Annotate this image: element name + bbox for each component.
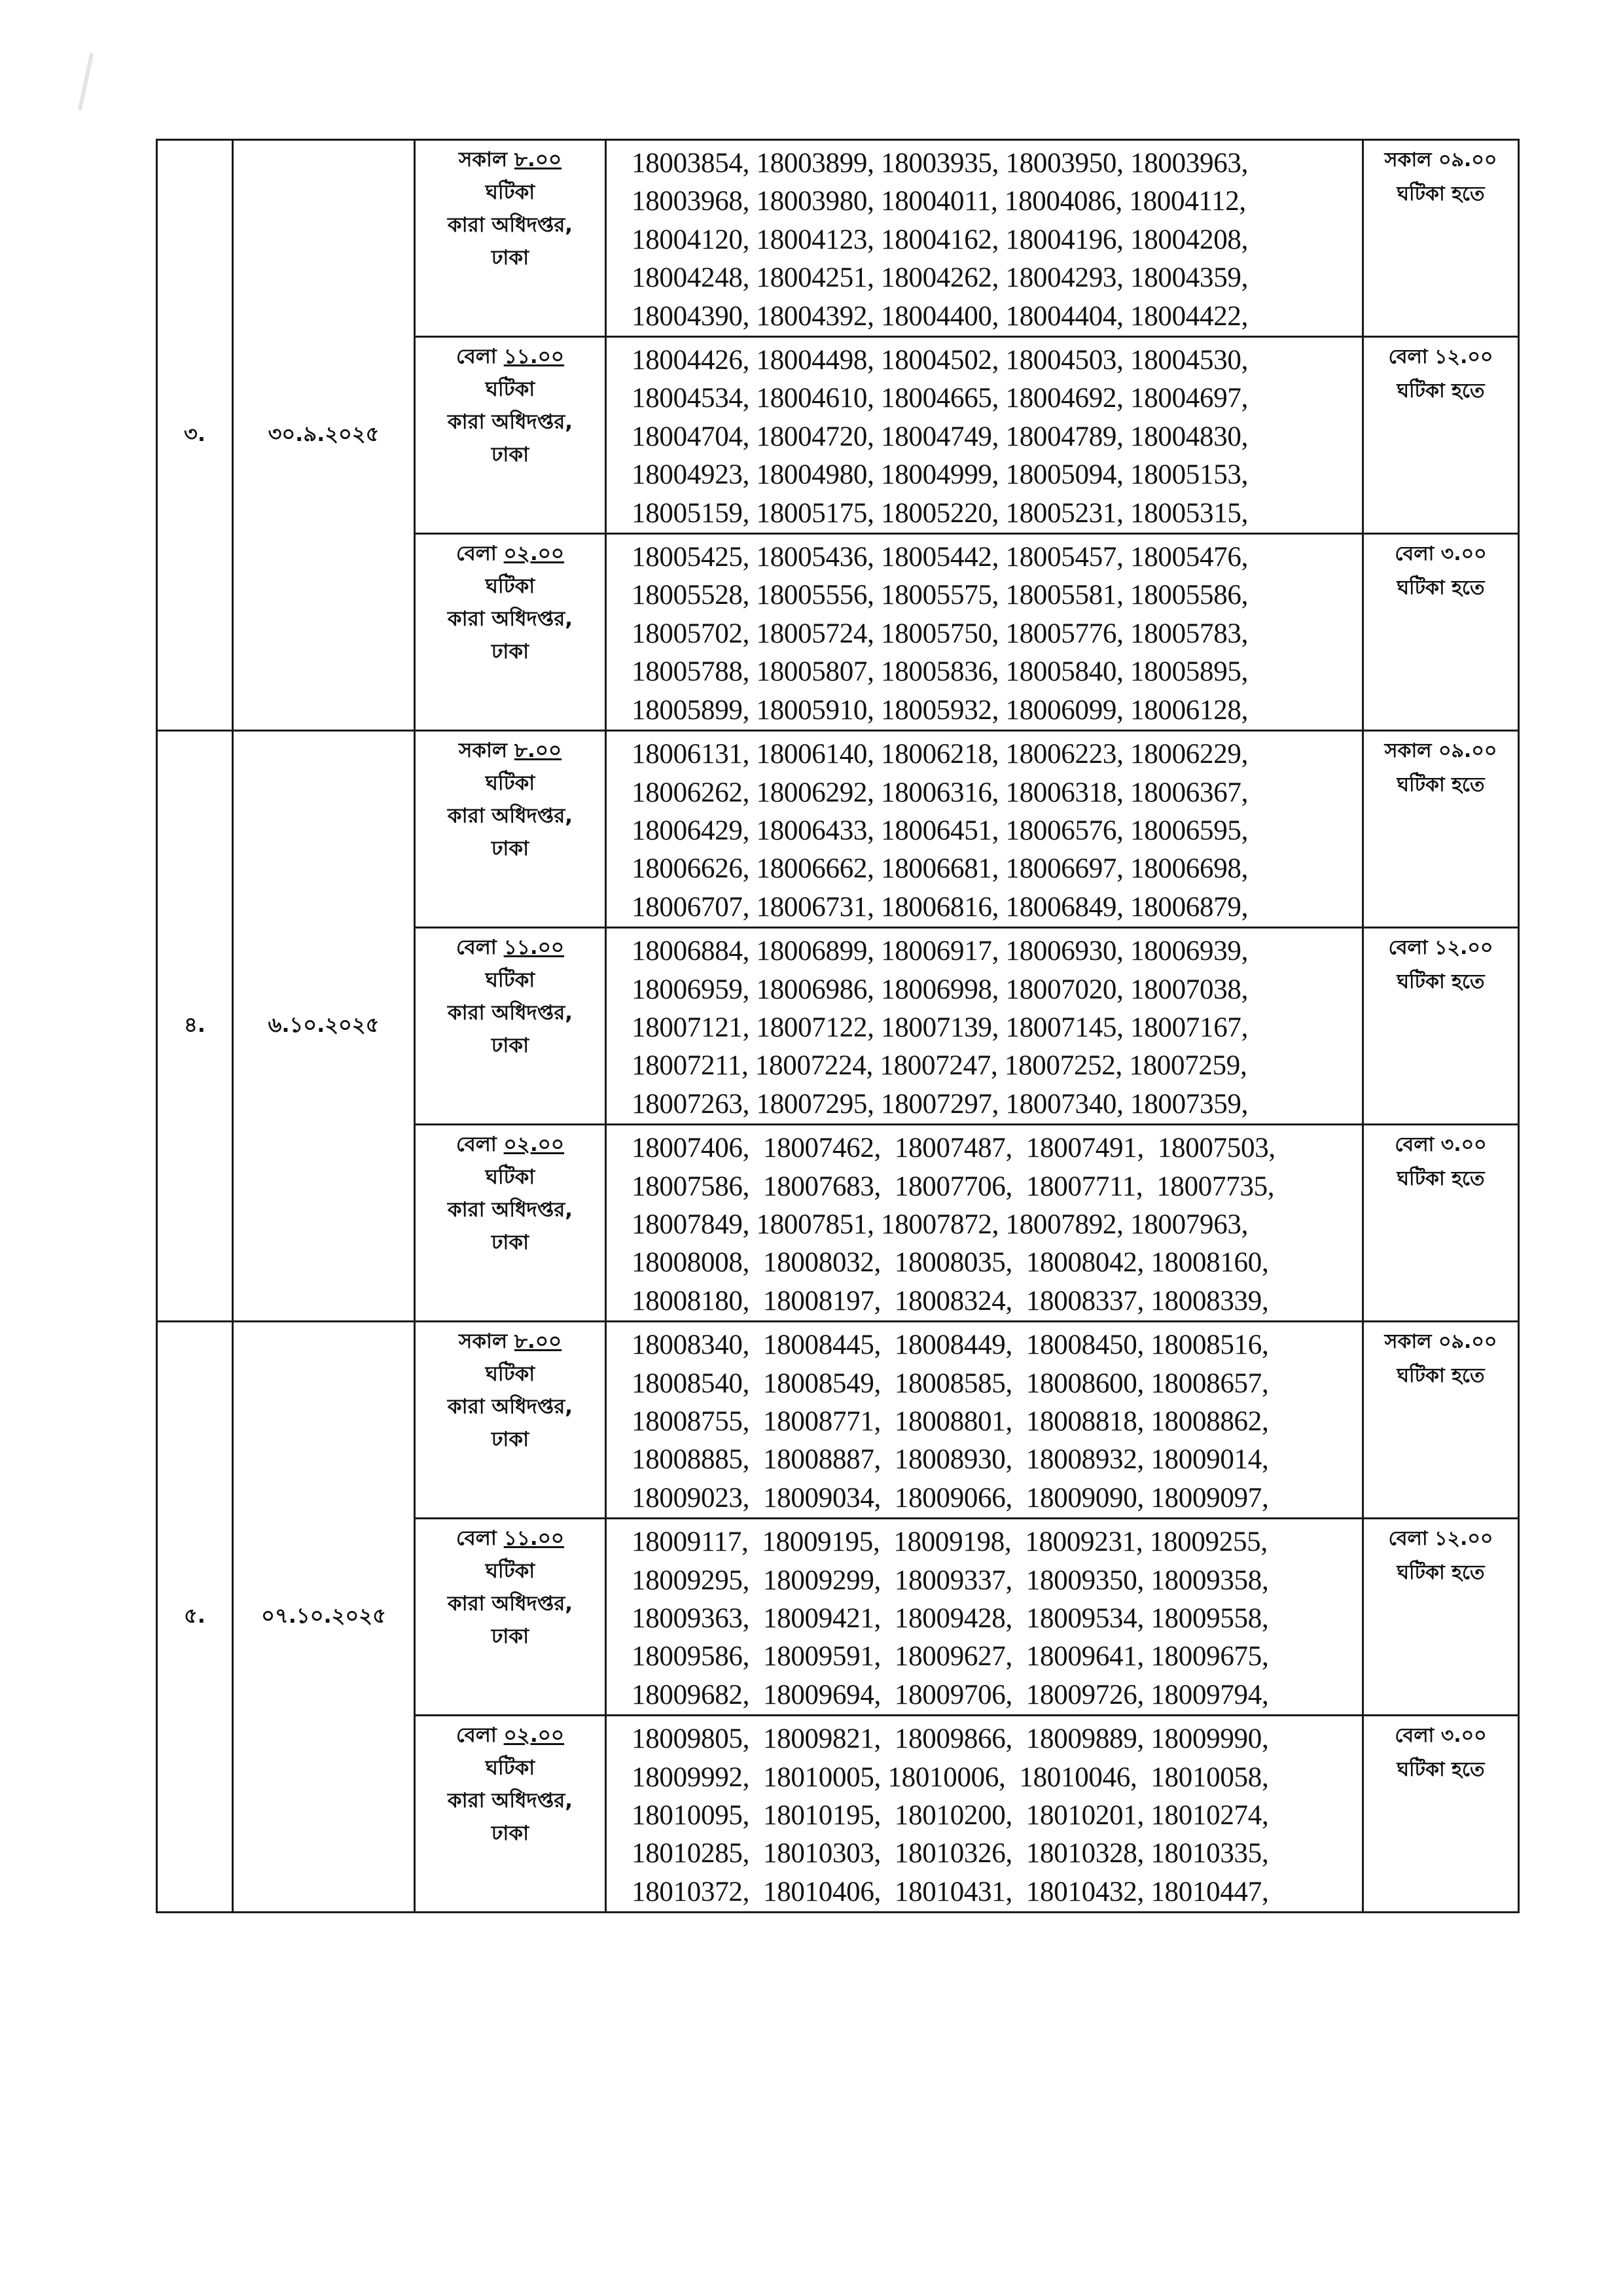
- time-unit: ঘটিকা: [485, 771, 535, 796]
- schedule-body: [157, 140, 1519, 1913]
- roll-line: 18008180, 18008197, 18008324, 18008337, 18008339,: [632, 1285, 1269, 1316]
- reporting-time-suffix: ঘটিকা হতে: [1397, 1758, 1485, 1782]
- reporting-time: [1363, 731, 1519, 928]
- roll-numbers: [606, 928, 1363, 1125]
- time-value: ৮.০০: [514, 739, 562, 763]
- reporting-time-value: বেলা ১২.০০: [1388, 936, 1493, 960]
- roll-line: 18009682, 18009694, 18009706, 18009726, 18009794,: [632, 1679, 1269, 1710]
- reporting-time-value: সকাল ০৯.০০: [1384, 1330, 1497, 1354]
- page-scan-mark: [78, 52, 94, 111]
- exam-time: [416, 143, 605, 176]
- time-prefix: বেলা: [455, 1723, 497, 1748]
- roll-line: 18007586, 18007683, 18007706, 18007711, 18007735,: [632, 1171, 1275, 1202]
- exam-time: [416, 340, 605, 373]
- exam-time: [416, 537, 605, 570]
- reporting-time-value: বেলা ৩.০০: [1395, 542, 1487, 566]
- time-prefix: সকাল: [458, 739, 508, 763]
- roll-line: 18008540, 18008549, 18008585, 18008600, 18008657,: [632, 1368, 1269, 1399]
- time-value: ০২.০০: [503, 542, 565, 566]
- exam-time-venue: [415, 1125, 606, 1322]
- roll-line: 18008755, 18008771, 18008801, 18008818, 18008862,: [632, 1406, 1269, 1437]
- exam-time: [416, 1522, 605, 1555]
- time-unit: ঘটিকা: [485, 1559, 535, 1583]
- roll-numbers: [606, 731, 1363, 928]
- exam-time-venue: [415, 928, 606, 1125]
- reporting-time-value: বেলা ৩.০০: [1395, 1724, 1487, 1748]
- table-row: [157, 1322, 1519, 1519]
- reporting-time-suffix: ঘটিকা হতে: [1397, 1561, 1485, 1585]
- roll-numbers: [606, 337, 1363, 534]
- venue-city: ঢাকা: [491, 1625, 529, 1649]
- time-prefix: বেলা: [455, 936, 497, 960]
- roll-line: 18005425, 18005436, 18005442, 18005457, 18005476,: [632, 542, 1249, 573]
- venue-name: কারা অধিদপ্তর,: [447, 1395, 573, 1419]
- roll-line: 18004390, 18004392, 18004400, 18004404, 18004422,: [632, 300, 1249, 332]
- reporting-time-value: বেলা ৩.০০: [1395, 1133, 1487, 1157]
- time-value: ১১.০০: [503, 1527, 565, 1551]
- roll-numbers: [606, 1519, 1363, 1716]
- roll-line: 18009295, 18009299, 18009337, 18009350, 18009358,: [632, 1564, 1269, 1596]
- roll-line: 18009586, 18009591, 18009627, 18009641, 18009675,: [632, 1641, 1269, 1672]
- time-value: ০২.০০: [503, 1133, 565, 1157]
- time-prefix: সকাল: [458, 1330, 508, 1354]
- time-unit: ঘটিকা: [485, 378, 535, 402]
- venue-city: ঢাকা: [491, 1428, 529, 1452]
- roll-line: 18005788, 18005807, 18005836, 18005840, 18005895,: [632, 656, 1249, 688]
- reporting-time-suffix: ঘটিকা হতে: [1397, 380, 1485, 403]
- roll-numbers: [606, 1125, 1363, 1322]
- roll-line: 18009805, 18009821, 18009866, 18009889, 18009990,: [632, 1723, 1269, 1755]
- exam-time-venue: [415, 534, 606, 731]
- roll-line: 18010095, 18010195, 18010200, 18010201, 18010274,: [632, 1800, 1269, 1831]
- exam-time-venue: [415, 731, 606, 928]
- time-value: ৮.০০: [514, 148, 562, 171]
- time-unit: ঘটিকা: [485, 1756, 535, 1780]
- time-unit: ঘটিকা: [485, 1165, 535, 1190]
- table-row: [157, 140, 1519, 337]
- time-prefix: বেলা: [455, 1133, 497, 1157]
- time-prefix: সকাল: [458, 148, 508, 171]
- venue-name: কারা অধিদপ্তর,: [447, 1001, 573, 1025]
- serial-number: ৩.: [157, 140, 233, 731]
- roll-line: 18005528, 18005556, 18005575, 18005581, 18005586,: [632, 580, 1249, 611]
- roll-line: 18006884, 18006899, 18006917, 18006930, 18006939,: [632, 936, 1249, 967]
- roll-line: 18006959, 18006986, 18006998, 18007020, 18007038,: [632, 974, 1249, 1005]
- roll-numbers: [606, 1322, 1363, 1519]
- exam-time-venue: [415, 140, 606, 337]
- exam-time: [416, 1325, 605, 1358]
- reporting-time-value: বেলা ১২.০০: [1388, 1527, 1493, 1551]
- serial-number: ৪.: [157, 731, 233, 1322]
- roll-line: 18009363, 18009421, 18009428, 18009534, 18009558,: [632, 1603, 1269, 1634]
- exam-time: [416, 931, 605, 964]
- exam-date: ৩০.৯.২০২৫: [233, 140, 415, 731]
- exam-time-venue: [415, 1519, 606, 1716]
- venue-city: ঢাকা: [491, 640, 529, 664]
- roll-line: 18008885, 18008887, 18008930, 18008932, 18009014,: [632, 1444, 1269, 1475]
- time-value: ০২.০০: [503, 1723, 565, 1748]
- reporting-time-suffix: ঘটিকা হতে: [1397, 773, 1485, 797]
- roll-line: 18010372, 18010406, 18010431, 18010432, 18010447,: [632, 1876, 1269, 1907]
- roll-line: 18006262, 18006292, 18006316, 18006318, 18006367,: [632, 777, 1249, 808]
- venue-city: ঢাকা: [491, 1231, 529, 1255]
- venue-name: কারা অধিদপ্তর,: [447, 1592, 573, 1616]
- reporting-time: [1363, 140, 1519, 337]
- reporting-time: [1363, 337, 1519, 534]
- exam-time-venue: [415, 1322, 606, 1519]
- roll-numbers: [606, 140, 1363, 337]
- roll-line: 18009992, 18010005, 18010006, 18010046, 18010058,: [632, 1761, 1269, 1793]
- time-unit: ঘটিকা: [485, 968, 535, 993]
- reporting-time: [1363, 1125, 1519, 1322]
- roll-line: 18009117, 18009195, 18009198, 18009231, 18009255,: [632, 1527, 1268, 1558]
- venue-name: কারা অধিদপ্তর,: [447, 607, 573, 631]
- venue-city: ঢাকা: [491, 1034, 529, 1058]
- venue-name: কারা অধিদপ্তর,: [447, 410, 573, 434]
- reporting-time-value: সকাল ০৯.০০: [1384, 739, 1497, 763]
- reporting-time: [1363, 1519, 1519, 1716]
- exam-time: [416, 1719, 605, 1752]
- venue-name: কারা অধিদপ্তর,: [447, 1789, 573, 1813]
- time-unit: ঘটিকা: [485, 574, 535, 599]
- roll-line: 18006626, 18006662, 18006681, 18006697, 18006698,: [632, 853, 1249, 885]
- venue-name: কারা অধিদপ্তর,: [447, 213, 573, 237]
- roll-line: 18006707, 18006731, 18006816, 18006849, 18006879,: [632, 891, 1249, 923]
- reporting-time-suffix: ঘটিকা হতে: [1397, 1364, 1485, 1388]
- roll-line: 18005899, 18005910, 18005932, 18006099, 18006128,: [632, 694, 1249, 726]
- roll-line: 18009023, 18009034, 18009066, 18009090, 18009097,: [632, 1482, 1269, 1513]
- roll-line: 18004120, 18004123, 18004162, 18004196, 18004208,: [632, 224, 1249, 255]
- exam-time: [416, 1128, 605, 1161]
- roll-line: 18007211, 18007224, 18007247, 18007252, 18007259,: [632, 1050, 1247, 1082]
- roll-line: 18004248, 18004251, 18004262, 18004293, 18004359,: [632, 262, 1249, 294]
- time-unit: ঘটিকা: [485, 181, 535, 204]
- roll-line: 18004534, 18004610, 18004665, 18004692, 18004697,: [632, 383, 1249, 414]
- roll-line: 18007406, 18007462, 18007487, 18007491, 18007503,: [632, 1133, 1275, 1164]
- time-prefix: বেলা: [455, 542, 497, 566]
- roll-numbers: [606, 1716, 1363, 1913]
- time-unit: ঘটিকা: [485, 1362, 535, 1386]
- time-value: ৮.০০: [514, 1330, 562, 1354]
- exam-time-venue: [415, 1716, 606, 1913]
- venue-city: ঢাকা: [491, 246, 529, 270]
- roll-line: 18005702, 18005724, 18005750, 18005776, 18005783,: [632, 618, 1249, 649]
- reporting-time-value: সকাল ০৯.০০: [1384, 149, 1497, 171]
- roll-line: 18008008, 18008032, 18008035, 18008042, 18008160,: [632, 1247, 1269, 1279]
- roll-line: 18006429, 18006433, 18006451, 18006576, 18006595,: [632, 815, 1249, 846]
- table-row: [157, 731, 1519, 928]
- reporting-time: [1363, 534, 1519, 731]
- reporting-time-suffix: ঘটিকা হতে: [1397, 1167, 1485, 1191]
- exam-schedule-table: [156, 139, 1520, 1913]
- roll-line: 18004704, 18004720, 18004749, 18004789, 18004830,: [632, 421, 1249, 452]
- reporting-time: [1363, 1322, 1519, 1519]
- roll-line: 18005159, 18005175, 18005220, 18005231, 18005315,: [632, 497, 1249, 529]
- serial-number: ৫.: [157, 1322, 233, 1913]
- exam-time-venue: [415, 337, 606, 534]
- time-value: ১১.০০: [503, 345, 565, 369]
- venue-name: কারা অধিদপ্তর,: [447, 804, 573, 828]
- exam-time: [416, 734, 605, 767]
- reporting-time-suffix: ঘটিকা হতে: [1397, 183, 1485, 205]
- reporting-time: [1363, 1716, 1519, 1913]
- reporting-time-suffix: ঘটিকা হতে: [1397, 576, 1485, 600]
- roll-line: 18007263, 18007295, 18007297, 18007340, 18007359,: [632, 1088, 1249, 1120]
- roll-line: 18004426, 18004498, 18004502, 18004503, 18004530,: [632, 345, 1249, 376]
- time-prefix: বেলা: [455, 345, 497, 369]
- roll-line: 18007121, 18007122, 18007139, 18007145, 18007167,: [632, 1012, 1249, 1043]
- time-value: ১১.০০: [503, 936, 565, 960]
- venue-city: ঢাকা: [491, 1822, 529, 1846]
- roll-line: 18003854, 18003899, 18003935, 18003950, 18003963,: [632, 148, 1249, 179]
- reporting-time: [1363, 928, 1519, 1125]
- time-prefix: বেলা: [455, 1527, 497, 1551]
- venue-city: ঢাকা: [491, 443, 529, 467]
- roll-line: 18006131, 18006140, 18006218, 18006223, 18006229,: [632, 739, 1249, 770]
- reporting-time-value: বেলা ১২.০০: [1388, 345, 1493, 369]
- roll-numbers: [606, 534, 1363, 731]
- roll-line: 18004923, 18004980, 18004999, 18005094, 18005153,: [632, 459, 1249, 491]
- exam-date: ৬.১০.২০২৫: [233, 731, 415, 1322]
- roll-line: 18003968, 18003980, 18004011, 18004086, 18004112,: [632, 186, 1246, 217]
- roll-line: 18008340, 18008445, 18008449, 18008450, 18008516,: [632, 1330, 1269, 1361]
- roll-line: 18007849, 18007851, 18007872, 18007892, 18007963,: [632, 1209, 1249, 1240]
- exam-date: ০৭.১০.২০২৫: [233, 1322, 415, 1913]
- venue-city: ঢাকা: [491, 837, 529, 861]
- reporting-time-suffix: ঘটিকা হতে: [1397, 970, 1485, 994]
- roll-line: 18010285, 18010303, 18010326, 18010328, 18010335,: [632, 1838, 1269, 1869]
- venue-name: কারা অধিদপ্তর,: [447, 1198, 573, 1222]
